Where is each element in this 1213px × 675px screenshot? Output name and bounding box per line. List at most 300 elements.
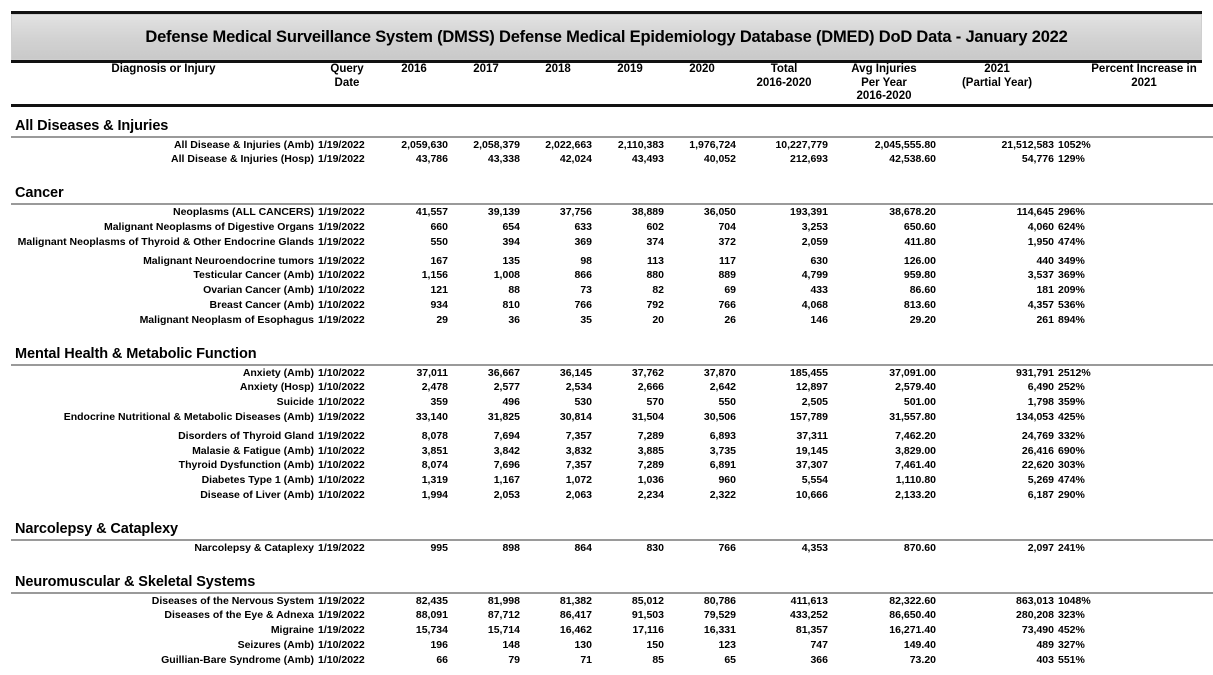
column-header-2017: 2017: [450, 63, 522, 105]
cell-2017: 79: [508, 653, 520, 666]
cell-2019: 2,666: [637, 381, 664, 394]
cell-2018: 81,382: [559, 594, 592, 607]
cell-2019: 85: [652, 653, 664, 666]
section-spacer: [11, 503, 1213, 510]
section-header-row: [11, 335, 1213, 365]
cell-2018: 766: [574, 299, 592, 312]
cell-total: 10,666: [795, 489, 828, 502]
cell-2021-partial: 5,269: [1027, 474, 1054, 487]
cell-2016: 29: [436, 313, 448, 326]
column-header-total: [738, 63, 830, 105]
cell-2021-partial: 2,097: [1027, 541, 1054, 554]
cell-percent-increase: 241%: [1058, 541, 1085, 554]
cell-diagnosis: Malignant Neoplasms of Digestive Organs: [103, 221, 314, 234]
cell-2018: 3,832: [565, 444, 592, 457]
cell-2017: 2,058,379: [473, 138, 520, 151]
cell-total: 2,505: [801, 396, 828, 409]
cell-2019: 17,116: [632, 624, 664, 637]
cell-2020: 26: [724, 313, 736, 326]
cell-total: 2,059: [801, 235, 828, 248]
cell-2018: 7,357: [565, 429, 592, 442]
cell-2016: 8,074: [421, 459, 448, 472]
cell-2020: 37,870: [703, 366, 736, 379]
cell-2021-partial: 26,416: [1021, 444, 1054, 457]
cell-total: 4,799: [801, 269, 828, 282]
table-row: [11, 429, 1213, 444]
cell-diagnosis: Suicide: [276, 396, 314, 409]
cell-2020: 16,331: [703, 624, 736, 637]
section-header-row: [11, 563, 1213, 593]
table-row: [11, 410, 1213, 425]
cell-diagnosis: Neoplasms (ALL CANCERS): [173, 206, 314, 219]
cell-2019: 7,289: [637, 429, 664, 442]
cell-2018: 2,063: [565, 489, 592, 502]
cell-avg-per-year: 126.00: [903, 254, 936, 267]
cell-total: 630: [810, 254, 828, 267]
cell-2021-partial: 403: [1036, 653, 1054, 666]
cell-query-date: 1/10/2022: [318, 299, 365, 312]
cell-percent-increase: 1052%: [1058, 138, 1091, 151]
cell-2016: 8,078: [421, 429, 448, 442]
cell-query-date: 1/10/2022: [318, 474, 365, 487]
cell-2016: 196: [430, 639, 448, 652]
column-header-percent-increase: [1056, 63, 1213, 105]
cell-2019: 38,889: [631, 206, 664, 219]
cell-2017: 135: [502, 254, 520, 267]
report-title-banner: [11, 11, 1202, 63]
cell-avg-per-year: 1,110.80: [895, 474, 936, 487]
cell-percent-increase: 252%: [1058, 381, 1085, 394]
cell-total: 366: [810, 653, 828, 666]
cell-diagnosis: Malignant Neuroendocrine tumors: [143, 254, 314, 267]
column-header-2020: 2020: [666, 63, 738, 105]
cell-percent-increase: 536%: [1058, 299, 1085, 312]
cell-total: 37,307: [795, 459, 828, 472]
cell-2021-partial: 6,187: [1027, 489, 1054, 502]
cell-2016: 41,557: [415, 206, 448, 219]
cell-avg-per-year: 73.20: [909, 653, 936, 666]
section-spacer: [11, 668, 1213, 675]
cell-2021-partial: 931,791: [1016, 366, 1054, 379]
cell-2020: 550: [718, 396, 736, 409]
cell-2019: 830: [646, 541, 664, 554]
cell-2021-partial: 181: [1036, 284, 1054, 297]
cell-percent-increase: 551%: [1058, 653, 1085, 666]
cell-2021-partial: 114,645: [1016, 206, 1054, 219]
cell-percent-increase: 425%: [1058, 411, 1085, 424]
cell-diagnosis: Narcolepsy & Cataplexy: [194, 541, 314, 554]
section-header-row: [11, 510, 1213, 540]
cell-2019: 31,504: [631, 411, 664, 424]
section-title-cell: [11, 510, 1213, 540]
cell-2016: 37,011: [416, 366, 448, 379]
cell-2016: 2,059,630: [401, 138, 448, 151]
cell-2020: 1,976,724: [689, 138, 736, 151]
section-spacer: [11, 328, 1213, 335]
cell-2016: 15,734: [415, 624, 448, 637]
cell-percent-increase: 209%: [1058, 284, 1085, 297]
query-date-line1: Query: [330, 63, 364, 75]
cell-percent-increase: 624%: [1058, 221, 1085, 234]
cell-total: 146: [810, 313, 828, 326]
cell-avg-per-year: 31,557.80: [889, 411, 936, 424]
cell-query-date: 1/10/2022: [318, 639, 365, 652]
cell-2017: 36,667: [487, 366, 520, 379]
cell-2017: 148: [502, 639, 520, 652]
cell-percent-increase: 303%: [1058, 459, 1085, 472]
cell-diagnosis: Seizures (Amb): [237, 639, 314, 652]
table-row: [11, 473, 1213, 488]
cell-2017: 1,167: [493, 474, 520, 487]
cell-percent-increase: 332%: [1058, 429, 1085, 442]
cell-2020: 36,050: [703, 206, 736, 219]
cell-diagnosis: Diseases of the Nervous System: [151, 594, 314, 607]
cell-2018: 866: [574, 269, 592, 282]
cell-query-date: 1/10/2022: [318, 396, 365, 409]
column-header-avg-per-year: [830, 63, 938, 105]
cell-2020: 40,052: [703, 153, 736, 166]
cell-avg-per-year: 2,579.40: [895, 381, 936, 394]
cell-query-date: 1/19/2022: [318, 235, 365, 248]
cell-2020: 30,506: [703, 411, 736, 424]
cell-2016: 1,319: [421, 474, 448, 487]
table-row: [11, 313, 1213, 328]
cell-2019: 37,762: [631, 366, 664, 379]
cell-avg-per-year: 411.80: [904, 235, 936, 248]
cell-2018: 35: [580, 313, 592, 326]
total-line1: Total: [770, 63, 798, 75]
avg-line2: Per Year: [861, 76, 907, 89]
cell-2021-partial: 489: [1036, 639, 1054, 652]
cell-2017: 36: [508, 313, 520, 326]
cell-total: 3,253: [801, 221, 828, 234]
cell-2017: 496: [502, 396, 520, 409]
table-row: [11, 204, 1213, 220]
cell-percent-increase: 290%: [1058, 489, 1085, 502]
table-row: [11, 638, 1213, 653]
cell-query-date: 1/19/2022: [318, 541, 365, 554]
table-row: [11, 254, 1213, 269]
column-header-2021-partial: [938, 63, 1056, 105]
cell-2017: 1,008: [493, 269, 520, 282]
cell-2016: 82,435: [415, 594, 448, 607]
cell-2016: 66: [436, 653, 448, 666]
cell-2018: 369: [574, 235, 592, 248]
cell-2017: 654: [502, 221, 520, 234]
cell-2019: 1,036: [637, 474, 664, 487]
cell-2017: 39,139: [487, 206, 520, 219]
cell-percent-increase: 359%: [1058, 396, 1085, 409]
column-header-diagnosis: Diagnosis or Injury: [11, 63, 316, 105]
cell-percent-increase: 474%: [1058, 474, 1085, 487]
cell-total: 19,145: [795, 444, 828, 457]
cell-avg-per-year: 7,462.20: [895, 429, 936, 442]
cell-diagnosis: All Disease & Injuries (Hosp): [171, 153, 314, 166]
cell-total: 4,353: [801, 541, 828, 554]
cell-2021-partial: 73,490: [1021, 624, 1054, 637]
cell-query-date: 1/10/2022: [318, 653, 365, 666]
cell-query-date: 1/19/2022: [318, 153, 365, 166]
cell-2020: 117: [719, 254, 736, 267]
cell-2020: 766: [718, 541, 736, 554]
table-row: [11, 623, 1213, 638]
pct-line2: 2021: [1131, 76, 1157, 89]
cell-diagnosis: Anxiety (Amb): [242, 366, 314, 379]
section-header-row: [11, 105, 1213, 137]
cell-percent-increase: 323%: [1058, 609, 1085, 622]
table-row: [11, 268, 1213, 283]
cell-2020: 80,786: [703, 594, 736, 607]
cell-diagnosis: Malignant Neoplasm of Esophagus: [139, 313, 314, 326]
cell-query-date: 1/19/2022: [318, 609, 365, 622]
cell-2016: 1,994: [421, 489, 448, 502]
cell-2020: 960: [718, 474, 736, 487]
cell-query-date: 1/19/2022: [318, 429, 365, 442]
cell-total: 10,227,779: [775, 138, 828, 151]
cell-2019: 792: [646, 299, 664, 312]
cell-total: 5,554: [801, 474, 828, 487]
cell-total: 433,252: [790, 609, 828, 622]
cell-2017: 43,338: [487, 153, 520, 166]
cell-percent-increase: 452%: [1058, 624, 1085, 637]
cell-diagnosis: Migraine: [270, 624, 314, 637]
cell-total: 212,693: [790, 153, 828, 166]
cell-diagnosis: Malignant Neoplasms of Thyroid & Other Endocrine Glands: [17, 235, 314, 248]
cell-diagnosis: Testicular Cancer (Amb): [193, 269, 314, 282]
cell-2017: 2,577: [493, 381, 520, 394]
section-spacer-cell: [11, 668, 1213, 675]
cell-2019: 82: [652, 284, 664, 297]
cell-2021-partial: 4,357: [1027, 299, 1054, 312]
table-row: [11, 540, 1213, 556]
cell-query-date: 1/19/2022: [318, 138, 365, 151]
cell-2016: 33,140: [415, 411, 448, 424]
cell-diagnosis: Malasie & Fatigue (Amb): [192, 444, 314, 457]
cell-total: 193,391: [790, 206, 828, 219]
cell-2017: 31,825: [487, 411, 520, 424]
cell-2020: 704: [718, 221, 736, 234]
cell-2016: 660: [430, 221, 448, 234]
table-row: [11, 653, 1213, 668]
column-header-query-date: [316, 63, 378, 105]
cell-2016: 43,786: [415, 153, 448, 166]
page-title: Defense Medical Surveillance System (DMSS) Defense Medical Epidemiology Database (DMED) DoD Data - January 2022: [145, 27, 1068, 46]
cell-2020: 65: [724, 653, 736, 666]
section-title-cell: [11, 174, 1213, 204]
cell-2019: 43,493: [631, 153, 664, 166]
cell-query-date: 1/19/2022: [318, 206, 365, 219]
table-row: [11, 608, 1213, 623]
cell-2019: 2,110,383: [617, 138, 664, 151]
cell-query-date: 1/19/2022: [318, 594, 365, 607]
cell-2017: 87,712: [487, 609, 520, 622]
cell-2019: 150: [646, 639, 664, 652]
cell-2018: 2,534: [565, 381, 592, 394]
cell-percent-increase: 327%: [1058, 639, 1085, 652]
cell-2018: 864: [574, 541, 592, 554]
cell-2020: 372: [718, 235, 736, 248]
table-row: [11, 365, 1213, 381]
cell-2017: 898: [502, 541, 520, 554]
cell-query-date: 1/10/2022: [318, 284, 365, 297]
cell-percent-increase: 349%: [1058, 254, 1085, 267]
table-row: [11, 488, 1213, 503]
cell-2021-partial: 1,798: [1027, 396, 1054, 409]
cell-2020: 123: [718, 639, 736, 652]
cell-total: 747: [810, 639, 828, 652]
cell-2021-partial: 21,512,583: [1001, 138, 1054, 151]
table-row: [11, 298, 1213, 313]
cell-2018: 86,417: [559, 609, 592, 622]
cell-diagnosis: Ovarian Cancer (Amb): [203, 284, 314, 297]
cell-2021-partial: 280,208: [1016, 609, 1054, 622]
cell-2018: 7,357: [565, 459, 592, 472]
cell-2017: 7,696: [493, 459, 520, 472]
cell-avg-per-year: 29.20: [909, 313, 936, 326]
cell-2019: 602: [646, 221, 664, 234]
cell-2021-partial: 22,620: [1021, 459, 1054, 472]
cell-total: 185,455: [790, 366, 828, 379]
table-row: [11, 137, 1213, 153]
cell-query-date: 1/19/2022: [318, 313, 365, 326]
total-line2: 2016-2020: [756, 76, 812, 89]
table-head: [11, 63, 1213, 105]
cell-2018: 71: [580, 653, 592, 666]
cell-query-date: 1/10/2022: [318, 444, 365, 457]
cell-total: 157,789: [790, 411, 828, 424]
cell-query-date: 1/19/2022: [318, 624, 365, 637]
table-row: [11, 235, 1213, 250]
cell-2020: 6,893: [709, 429, 736, 442]
cell-avg-per-year: 959.80: [903, 269, 936, 282]
cell-2018: 2,022,663: [545, 138, 592, 151]
cell-2019: 85,012: [631, 594, 664, 607]
table-row: [11, 395, 1213, 410]
cell-avg-per-year: 149.40: [903, 639, 936, 652]
cell-total: 433: [810, 284, 828, 297]
cell-2018: 16,462: [559, 624, 592, 637]
cell-2021-partial: 1,950: [1027, 235, 1054, 248]
avg-line3: 2016-2020: [856, 90, 912, 103]
cell-percent-increase: 894%: [1058, 313, 1085, 326]
cell-avg-per-year: 82,322.60: [889, 594, 936, 607]
cell-2016: 3,851: [421, 444, 448, 457]
cell-query-date: 1/19/2022: [318, 221, 365, 234]
cell-2017: 2,053: [493, 489, 520, 502]
column-header-2019: 2019: [594, 63, 666, 105]
cell-2019: 7,289: [637, 459, 664, 472]
cell-2020: 3,735: [709, 444, 736, 457]
cell-2018: 36,145: [559, 366, 592, 379]
avg-line1: Avg Injuries: [851, 63, 917, 75]
cell-2017: 810: [502, 299, 520, 312]
cell-2019: 91,503: [631, 609, 664, 622]
cell-avg-per-year: 42,538.60: [889, 153, 936, 166]
partial-line1: 2021: [984, 63, 1010, 75]
cell-2017: 3,842: [493, 444, 520, 457]
cell-2016: 167: [430, 254, 448, 267]
cell-2018: 130: [574, 639, 592, 652]
cell-2017: 394: [502, 235, 520, 248]
cell-diagnosis: Guillian-Bare Syndrome (Amb): [161, 653, 314, 666]
section-spacer-cell: [11, 328, 1213, 335]
cell-percent-increase: 2512%: [1058, 366, 1091, 379]
cell-avg-per-year: 86.60: [909, 284, 936, 297]
section-spacer-cell: [11, 167, 1213, 174]
cell-2021-partial: 440: [1036, 254, 1054, 267]
cell-total: 411,613: [790, 594, 828, 607]
section-title: Neuromuscular & Skeletal Systems: [15, 573, 256, 590]
cell-total: 37,311: [796, 429, 828, 442]
section-spacer: [11, 556, 1213, 563]
section-title-cell: [11, 563, 1213, 593]
cell-avg-per-year: 7,461.40: [895, 459, 936, 472]
cell-avg-per-year: 650.60: [903, 221, 936, 234]
cell-2019: 880: [646, 269, 664, 282]
table-body: [11, 105, 1213, 674]
cell-2018: 30,814: [559, 411, 592, 424]
dmed-report-page: [0, 11, 1213, 666]
cell-percent-increase: 474%: [1058, 235, 1085, 248]
cell-2017: 81,998: [487, 594, 520, 607]
cell-diagnosis: Diseases of the Eye & Adnexa: [164, 609, 314, 622]
cell-diagnosis: All Disease & Injuries (Amb): [173, 138, 314, 151]
cell-2016: 359: [430, 396, 448, 409]
cell-2019: 20: [652, 313, 664, 326]
cell-2019: 2,234: [637, 489, 664, 502]
cell-2019: 3,885: [637, 444, 664, 457]
cell-2021-partial: 261: [1036, 313, 1054, 326]
cell-query-date: 1/19/2022: [318, 411, 365, 424]
cell-2020: 2,642: [709, 381, 736, 394]
cell-query-date: 1/19/2022: [318, 254, 365, 267]
section-title: Mental Health & Metabolic Function: [15, 345, 257, 362]
table-row: [11, 283, 1213, 298]
cell-2020: 2,322: [709, 489, 736, 502]
cell-diagnosis: Diabetes Type 1 (Amb): [201, 474, 314, 487]
cell-avg-per-year: 37,091.00: [889, 366, 936, 379]
section-title-cell: [11, 105, 1213, 137]
cell-percent-increase: 296%: [1058, 206, 1085, 219]
cell-total: 4,068: [801, 299, 828, 312]
cell-query-date: 1/10/2022: [318, 269, 365, 282]
cell-2021-partial: 4,060: [1027, 221, 1054, 234]
cell-diagnosis: Anxiety (Hosp): [239, 381, 314, 394]
cell-2016: 934: [430, 299, 448, 312]
cell-2019: 374: [646, 235, 664, 248]
cell-2018: 633: [574, 221, 592, 234]
cell-percent-increase: 1048%: [1058, 594, 1091, 607]
section-title: Narcolepsy & Cataplexy: [15, 520, 179, 537]
pct-line1: Percent Increase in: [1091, 63, 1197, 75]
cell-query-date: 1/10/2022: [318, 366, 365, 379]
section-spacer-cell: [11, 556, 1213, 563]
cell-avg-per-year: 870.60: [903, 541, 936, 554]
cell-2016: 995: [430, 541, 448, 554]
cell-2018: 530: [574, 396, 592, 409]
cell-total: 81,357: [795, 624, 828, 637]
table-row: [11, 152, 1213, 167]
cell-avg-per-year: 86,650.40: [889, 609, 936, 622]
cell-avg-per-year: 16,271.40: [889, 624, 936, 637]
cell-avg-per-year: 501.00: [903, 396, 936, 409]
cell-avg-per-year: 2,045,555.80: [874, 138, 936, 151]
cell-2018: 37,756: [559, 206, 592, 219]
cell-2018: 98: [580, 254, 592, 267]
cell-2016: 2,478: [421, 381, 448, 394]
cell-query-date: 1/10/2022: [318, 459, 365, 472]
section-title: All Diseases & Injuries: [15, 117, 169, 134]
